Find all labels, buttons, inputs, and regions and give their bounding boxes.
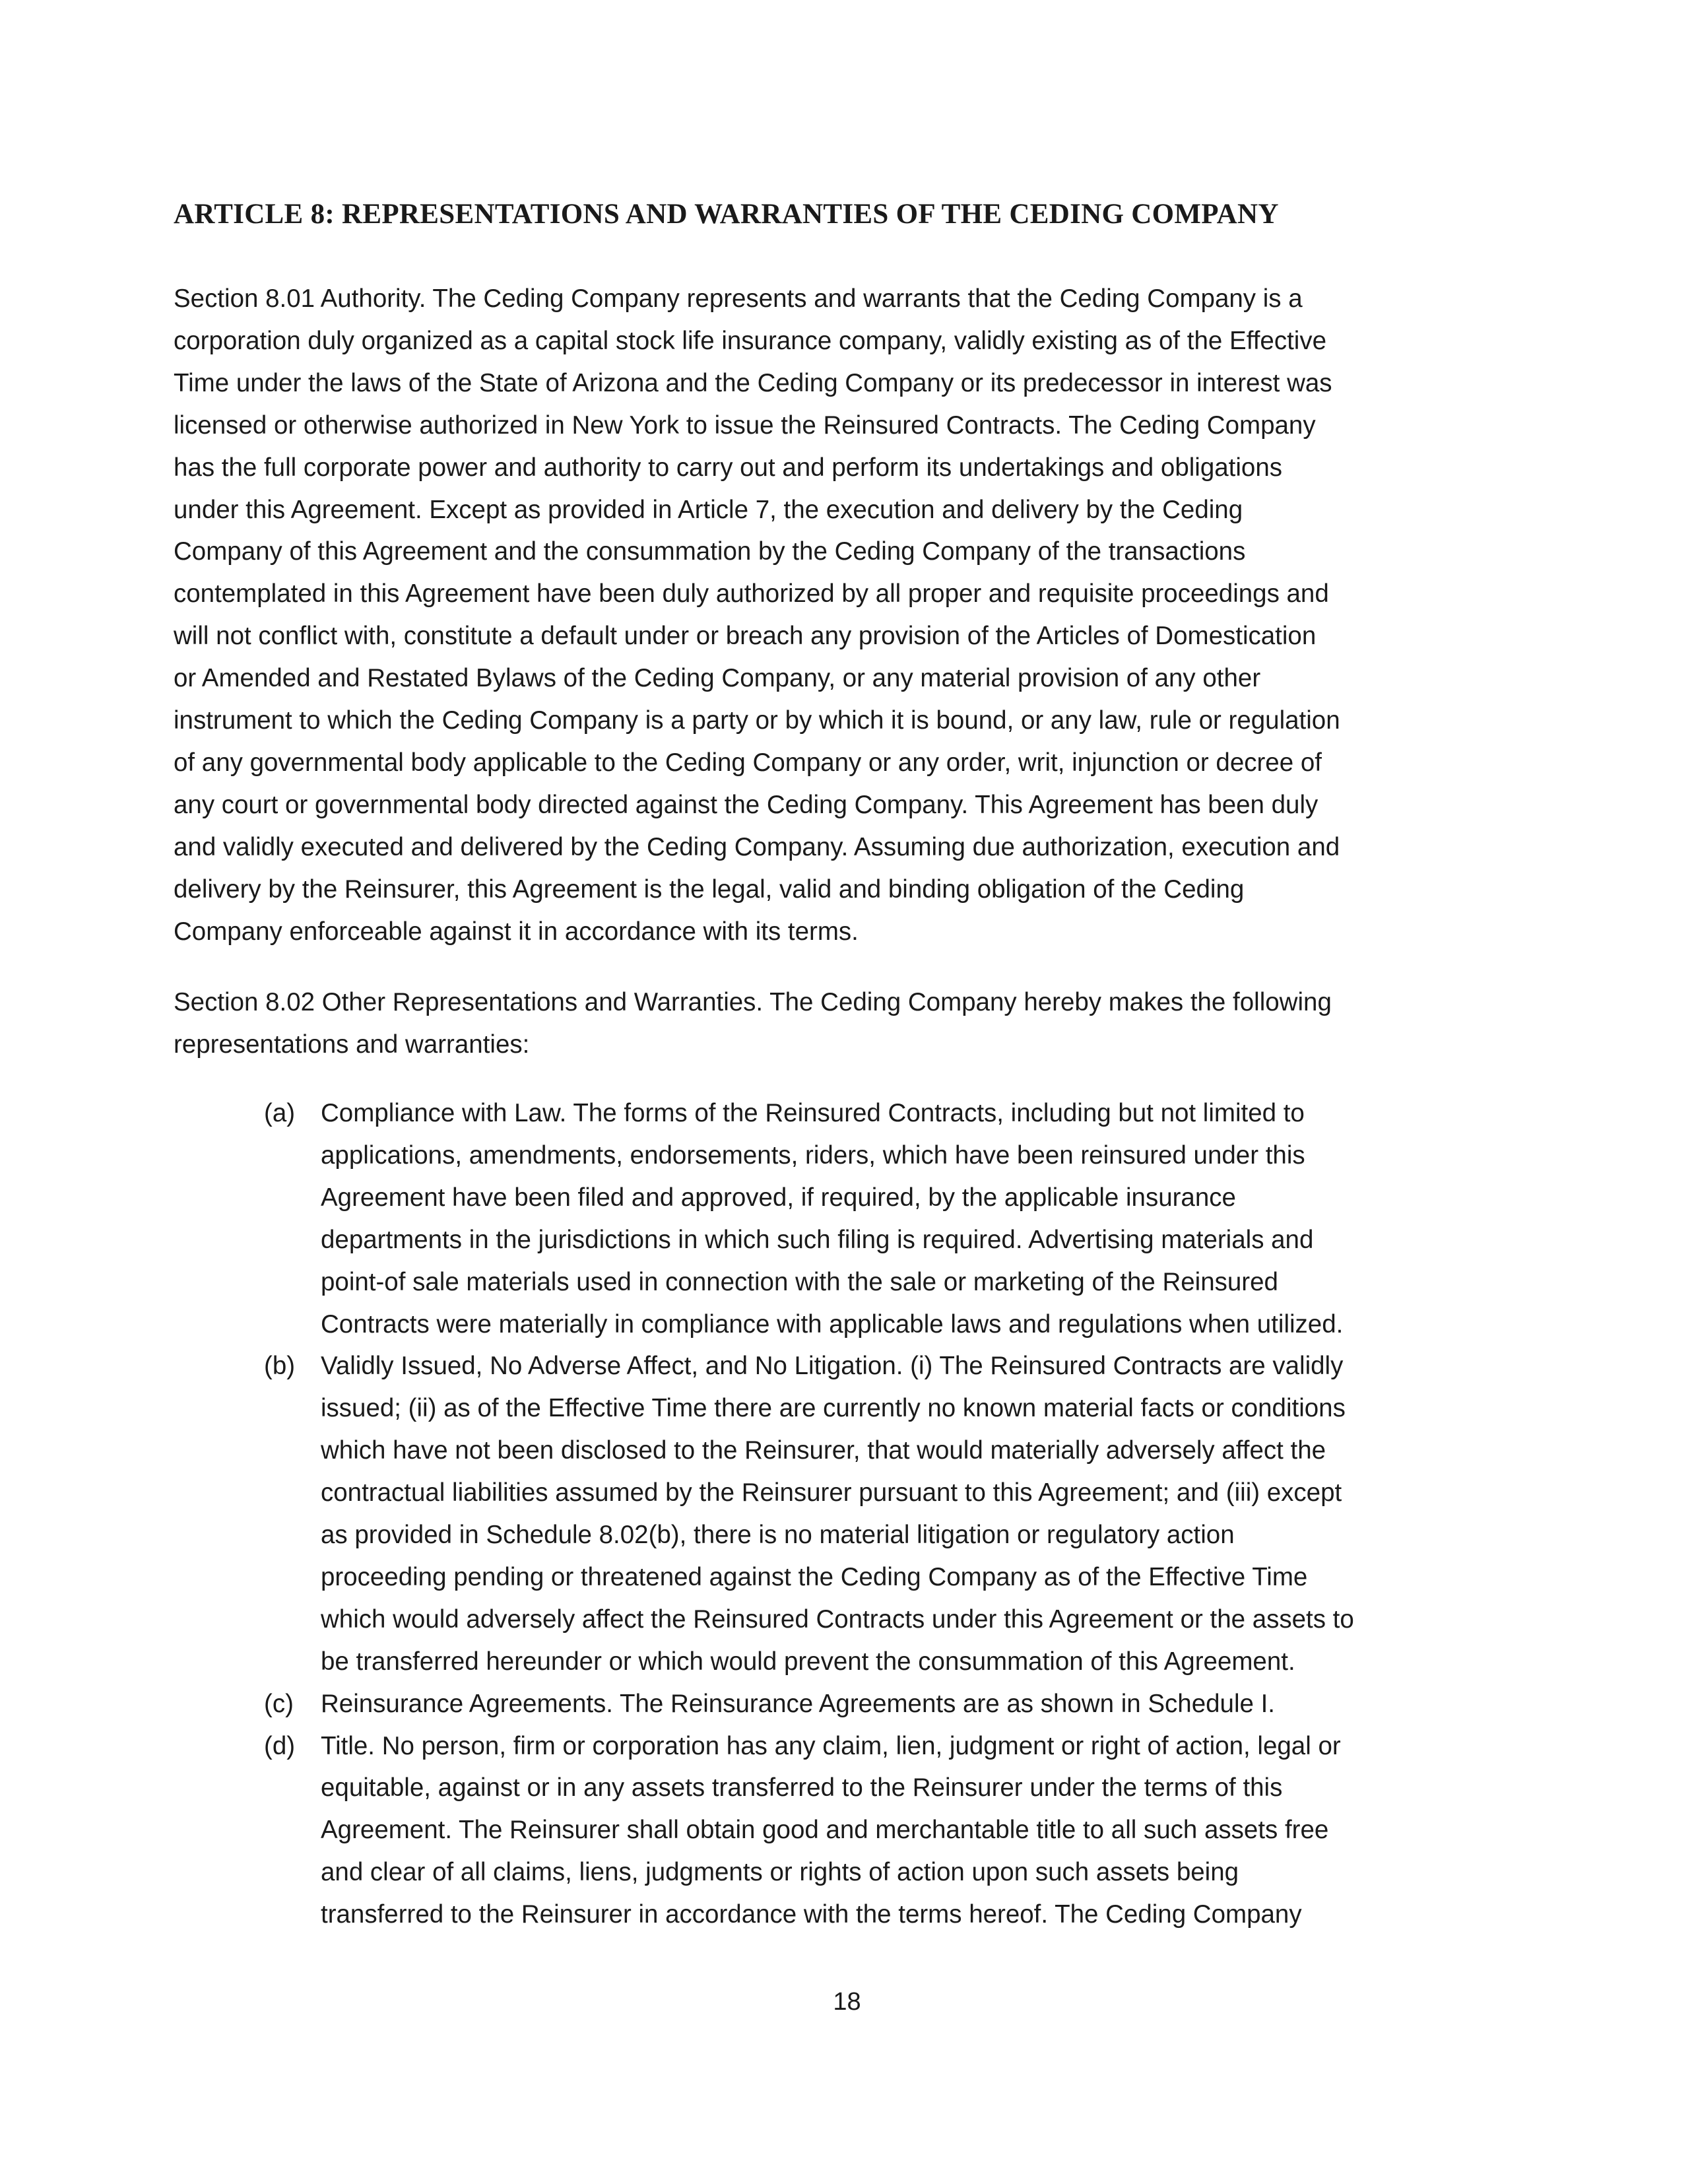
section-8-02-line: representations and warranties:: [174, 1030, 530, 1059]
list-item-line: and clear of all claims, liens, judgments or rights of action upon such assets being: [321, 1858, 1239, 1887]
list-item-line: transferred to the Reinsurer in accordance with the terms hereof. The Ceding Company: [321, 1900, 1302, 1929]
section-8-01-line: any court or governmental body directed against the Ceding Company. This Agreement has been duly: [174, 790, 1319, 819]
list-item-line: Agreement. The Reinsurer shall obtain good and merchantable title to all such assets free: [321, 1816, 1329, 1845]
section-8-01-line: Section 8.01 Authority. The Ceding Company represents and warrants that the Ceding Company is a: [174, 284, 1303, 313]
list-item-line: be transferred hereunder or which would prevent the consummation of this Agreement.: [321, 1647, 1295, 1676]
section-8-01-line: or Amended and Restated Bylaws of the Ceding Company, or any material provision of any other: [174, 664, 1261, 693]
list-item-line: which would adversely affect the Reinsured Contracts under this Agreement or the assets to: [321, 1605, 1354, 1634]
section-8-01-line: delivery by the Reinsurer, this Agreement is the legal, valid and binding obligation of the Ceding: [174, 875, 1245, 904]
section-8-02-line: Section 8.02 Other Representations and Warranties. The Ceding Company hereby makes the following: [174, 988, 1332, 1016]
list-item-line: applications, amendments, endorsements, riders, which have been reinsured under this: [321, 1141, 1305, 1170]
list-item-label: (a): [264, 1099, 296, 1127]
list-item-line: Compliance with Law. The forms of the Reinsured Contracts, including but not limited to: [321, 1099, 1305, 1127]
list-item-line: equitable, against or in any assets transferred to the Reinsurer under the terms of this: [321, 1773, 1283, 1803]
list-item-line: issued; (ii) as of the Effective Time there are currently no known material facts or conditions: [321, 1394, 1346, 1423]
list-item-line: Reinsurance Agreements. The Reinsurance Agreements are as shown in Schedule I.: [321, 1689, 1276, 1718]
list-item-line: which have not been disclosed to the Reinsurer, that would materially adversely affect the: [321, 1436, 1326, 1465]
section-8-01-line: contemplated in this Agreement have been duly authorized by all proper and requisite proceedings and: [174, 579, 1329, 609]
article-heading: ARTICLE 8: REPRESENTATIONS AND WARRANTIES OF THE CEDING COMPANY: [174, 199, 1279, 230]
list-item-label: (d): [264, 1731, 296, 1760]
section-8-01-line: licensed or otherwise authorized in New York to issue the Reinsured Contracts. The Ceding Company: [174, 411, 1316, 440]
section-8-01-line: Company of this Agreement and the consummation by the Ceding Company of the transactions: [174, 537, 1246, 566]
section-8-01-line: instrument to which the Ceding Company is a party or by which it is bound, or any law, rule or regulation: [174, 706, 1340, 735]
list-item-line: point-of sale materials used in connection with the sale or marketing of the Reinsured: [321, 1267, 1278, 1296]
section-8-01-line: Time under the laws of the State of Arizona and the Ceding Company or its predecessor in interest was: [174, 368, 1332, 397]
list-item-line: Agreement have been filed and approved, if required, by the applicable insurance: [321, 1183, 1236, 1212]
section-8-01-line: will not conflict with, constitute a default under or breach any provision of the Articles of Domestication: [174, 622, 1317, 651]
section-8-01-line: Company enforceable against it in accordance with its terms.: [174, 917, 859, 946]
page-number: 18: [833, 1988, 861, 2016]
section-8-01-line: of any governmental body applicable to the Ceding Company or any order, writ, injunction or decree of: [174, 748, 1322, 777]
list-item-line: Contracts were materially in compliance with applicable laws and regulations when utilized.: [321, 1309, 1344, 1339]
list-item-label: (c): [264, 1689, 294, 1718]
section-8-01-line: has the full corporate power and authority to carry out and perform its undertakings and obligations: [174, 453, 1282, 482]
list-item-line: as provided in Schedule 8.02(b), there is no material litigation or regulatory action: [321, 1521, 1235, 1549]
list-item-line: proceeding pending or threatened against the Ceding Company as of the Effective Time: [321, 1562, 1308, 1591]
list-item-line: Title. No person, firm or corporation has any claim, lien, judgment or right of action, legal or: [321, 1731, 1341, 1760]
list-item-line: departments in the jurisdictions in which such filing is required. Advertising materials and: [321, 1225, 1314, 1254]
list-item-line: contractual liabilities assumed by the Reinsurer pursuant to this Agreement; and (iii) except: [321, 1478, 1342, 1507]
section-8-01-line: under this Agreement. Except as provided in Article 7, the execution and delivery by the Ceding: [174, 495, 1243, 524]
section-8-01-line: corporation duly organized as a capital stock life insurance company, validly existing as of the Effective: [174, 326, 1326, 355]
list-item-label: (b): [264, 1352, 296, 1381]
list-item-line: Validly Issued, No Adverse Affect, and No Litigation. (i) The Reinsured Contracts are validly: [321, 1352, 1344, 1381]
section-8-01-line: and validly executed and delivered by the Ceding Company. Assuming due authorization, execution and: [174, 832, 1340, 861]
